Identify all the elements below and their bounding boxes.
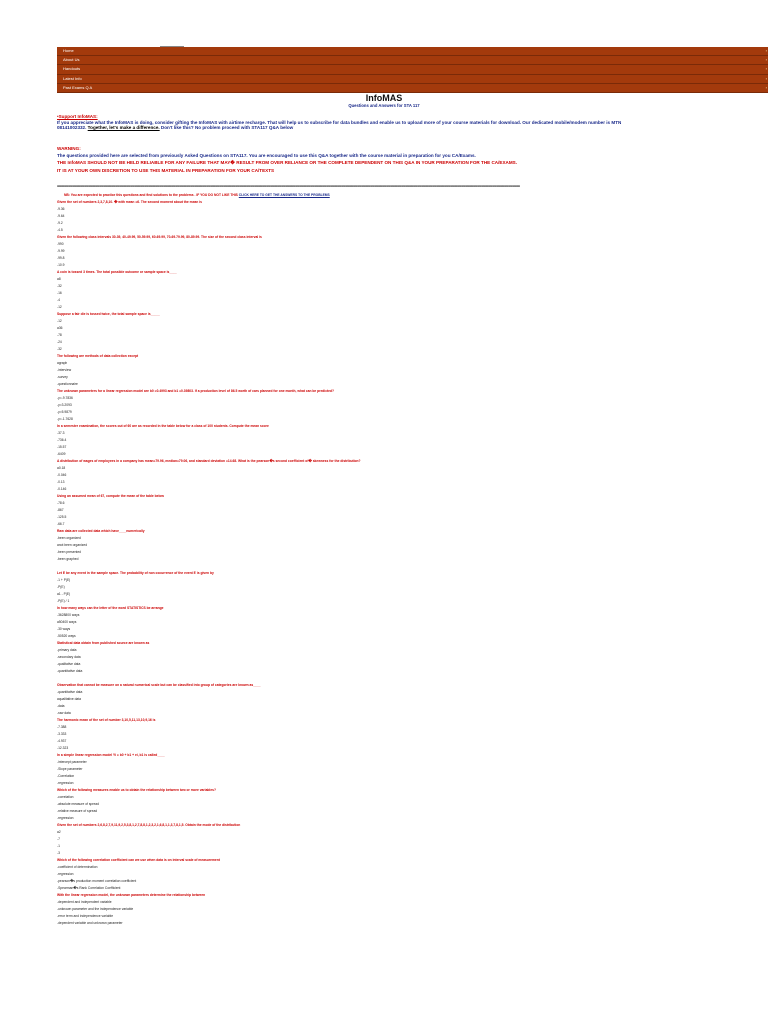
page-subtitle: Questions and Answers for STA 117	[348, 103, 420, 108]
nav-item-about[interactable]	[57, 56, 768, 65]
answer-option: -pearson�s production moment correlation coefficient	[57, 878, 137, 883]
qa-list	[57, 192, 768, 927]
question-text: Suppose a fair die is tossed twice, the total sample space is_____	[57, 311, 160, 316]
question-text: A coin is tossed 3 times. The total possible outcome or sample space is____	[57, 269, 177, 274]
answer-option: -3628800 ways	[57, 612, 80, 617]
chevron-right-icon: ›	[765, 75, 767, 81]
answer-option: -7	[57, 836, 60, 841]
answer-option: -32	[57, 283, 62, 288]
answer-option: -been graphed	[57, 556, 79, 561]
intro-note: NB: You are expected to practice this questions and find solutions to the problems . IF YOU DO NOT LIKE THIS CLICK HERE TO GET THE ANSWERS TO THE PROBLEMS	[64, 193, 330, 197]
question-text: Given the set of numbers 2,3,7,8,10. � with mean =6. The second moment about the mean is	[57, 199, 202, 204]
answer-option: -P(E)	[57, 584, 65, 589]
nav-item-past-exams[interactable]	[57, 84, 768, 93]
answer-option: -16	[57, 290, 62, 295]
question-text: Which of the following measures enable us to obtain the relationship between two or more variables?	[57, 787, 217, 792]
answer-option: -12.323	[57, 745, 69, 750]
chevron-right-icon: ›	[765, 66, 767, 72]
answer-option: -10.9	[57, 262, 65, 267]
answer-option: -78.6	[57, 500, 65, 505]
question-text: Statistical data obtain from published source are known as	[57, 640, 150, 645]
answer-option: -30 ways	[57, 626, 71, 631]
answer-option: -4.5	[57, 227, 63, 232]
answer-option: -error term and independence variable	[57, 913, 114, 918]
answers-link[interactable]: CLICK HERE TO GET THE ANSWERS TO THE PROBLEMS	[238, 193, 330, 197]
answer-option: -secondary data	[57, 654, 81, 659]
answer-option: a1 - P(E)	[57, 591, 71, 596]
question-text: Which of the following correlation coefficient can we use when data is on interval scale of measurement	[57, 857, 220, 862]
answer-option: -1	[57, 843, 60, 848]
answer-option: -dependent and independent variable	[57, 899, 112, 904]
question-text: Given the following class intervals 30-39, 40-49.99, 50-59.99, 60-69.99, 70-69.79.99, 80-89.99. The size of the second class interval is	[57, 234, 262, 239]
nav-item-handouts[interactable]	[57, 65, 768, 74]
nav-item-label: Past Exams Q A	[63, 84, 93, 90]
answer-option: -3	[57, 850, 60, 855]
nav-item-label: About Us	[63, 57, 80, 63]
answer-option: -correlation	[57, 794, 74, 799]
answer-option: -50520 ways	[57, 633, 76, 638]
nav-item-label: Latest Info	[63, 75, 82, 81]
answer-option: -been organized	[57, 535, 81, 540]
nav-item-latest-info[interactable]	[57, 75, 768, 84]
answer-option: -867	[57, 507, 64, 512]
answer-option: -125.5	[57, 514, 67, 519]
answer-option: -6409	[57, 451, 66, 456]
answer-option: -y=-9.7836	[57, 395, 73, 400]
answer-option: -Spearman�s Rank Correlation Coefficient	[57, 885, 121, 890]
answer-option: -Correlation	[57, 773, 75, 778]
answer-option: -0.146	[57, 486, 67, 491]
answer-option: -4.937	[57, 738, 67, 743]
question-text: Let E be any event in the sample space. The probability of non occurrence of the event E is given by	[57, 570, 214, 575]
answer-option: -y=3.2093	[57, 402, 72, 407]
answer-option: anot been organized	[57, 542, 88, 547]
question-text: Observation that cannot be measure on a natural numerical scale but can be classified into group of categories are known as____	[57, 682, 261, 687]
answer-option: -coefficient of determination	[57, 864, 98, 869]
question-text: Raw data are collected data which have____numerically	[57, 528, 145, 533]
answer-option: -32	[57, 346, 62, 351]
chevron-right-icon: ›	[765, 57, 767, 63]
answer-option: -736.4	[57, 437, 67, 442]
answer-option: -66.7	[57, 521, 65, 526]
answer-option: -questionnaire	[57, 381, 78, 386]
answer-option: -4	[57, 297, 60, 302]
answer-option: a36	[57, 325, 63, 330]
answer-option: -been presented	[57, 549, 82, 554]
answer-option: -P(E) / 1	[57, 598, 70, 603]
answer-option: -3.333	[57, 731, 67, 736]
answer-option: -15.57	[57, 444, 67, 449]
question-text: In a semester examination, the scores out of 60 are as recorded in the table below for a class of 100 students. Compute the mean score	[57, 423, 269, 428]
warning-section	[57, 145, 768, 174]
answer-option: -9.36	[57, 206, 65, 211]
question-text: A distribution of wages of employees in a company has mean=79.96, median=79.06, and standard deviation =14.68. What is the pearson�s second coefficient of� skewness for the distribution?	[57, 458, 361, 463]
warning-line-2: THE InfoMAS SHOULD NOT BE HELD RELIABLE FOR ANY FAILURE THAT MAY� RESULT FROM OVER RELIANCE OR THE COMPLETE DEPENDENT ON THIS Q&A IN YOUR PREPARATION FOR THE CA/EXAMS.	[57, 160, 518, 166]
support-together: Together, let's make a difference.	[87, 125, 160, 131]
answer-option: a2	[57, 829, 61, 834]
answer-option: -unknown parameter and the independence variable	[57, 906, 134, 911]
answer-option: -interview	[57, 367, 72, 372]
answer-option: -37.3	[57, 430, 65, 435]
answer-option: -quantitative data	[57, 668, 83, 673]
warning-heading: WARNING:	[57, 146, 81, 151]
support-number: 08141002332.	[57, 125, 87, 131]
question-text: Given the set of numbers 2,6,8,2,7,9,11,9,2,5,3,8,1,2,7,8,8,1,2,3,2,1,6,8,1,1,3,7,8,1,5. Obtain the mode of the distribution	[57, 822, 241, 827]
answer-option: aqualitative data	[57, 696, 82, 701]
qa-items	[57, 199, 768, 927]
question-text: Using an assumed mean of 67, compute the mean of the table below	[57, 493, 164, 498]
answer-option: -survey	[57, 374, 68, 379]
answer-option: -9.64	[57, 213, 65, 218]
answer-option: -raw data	[57, 710, 71, 715]
separator-line: ===============================================================================================================================================================================================================================================	[57, 183, 520, 188]
nav-item-label: Home	[63, 48, 74, 53]
answer-option: -regression	[57, 780, 74, 785]
answer-option: a50400 ways	[57, 619, 77, 624]
question-text: The harmonic mean of the set of number 3,10,5,11,13,10,9,16 is	[57, 717, 156, 722]
answer-option: -9.99	[57, 248, 65, 253]
question-text: The following are methods of data collection except	[57, 353, 139, 358]
answer-option: -relative measure of spread	[57, 808, 98, 813]
answer-option: -quantitative data	[57, 689, 83, 694]
answer-option: -qualitative data	[57, 661, 81, 666]
answer-option: -dependent variable and unknown parameter	[57, 920, 123, 925]
spacer	[57, 563, 768, 570]
answer-option: -78	[57, 332, 62, 337]
answer-option: a8	[57, 276, 61, 281]
answer-option: -990	[57, 241, 64, 246]
answer-option: -24	[57, 339, 62, 344]
support-heading: •Support InfoMAS:	[57, 114, 98, 119]
answer-option: -0.046	[57, 472, 67, 477]
answer-option: a0.18	[57, 465, 66, 470]
question-text: With the linear regression model, the unknown parameters determine the relationship between	[57, 892, 206, 897]
answer-option: -data	[57, 703, 65, 708]
chevron-right-icon: ›	[765, 48, 767, 53]
support-section	[57, 114, 768, 131]
answer-option: -intercept parameter	[57, 759, 87, 764]
answer-option: -y=5.9879	[57, 409, 72, 414]
main-nav	[57, 47, 768, 93]
support-tail: Don't like this? No problem proceed with STA117 Q&A below	[159, 125, 294, 131]
answer-option: -7.388	[57, 724, 67, 729]
answer-option: -1 + P(E)	[57, 577, 71, 582]
warning-line-3: IT IS AT YOUR OWN DISCRETION TO USE THIS MATERIAL IN PREPARATION FOR YOUR CA/TEXTS	[57, 167, 275, 173]
answer-option: -9.2	[57, 220, 63, 225]
answer-option: -0.13	[57, 479, 65, 484]
answer-option: -regression	[57, 871, 74, 876]
spacer	[57, 675, 768, 682]
page-title: InfoMAS	[365, 93, 403, 103]
nav-item-label: Handouts	[63, 66, 81, 72]
support-text: If you appreciate what the InfoMAS is doing, consider gifting the InfoMAS with airtime recharge. That will help us to subscribe for data bundles and enable us to upload more of your course materials for download. Our dedicated mobile/modem number is MTN 08141002332. Together, let's make a difference. Don't like this? No problem proceed with STA117 Q&A below	[57, 119, 622, 131]
answer-option: -absolute measure of spread	[57, 801, 99, 806]
warning-line-1: The questions provided here are selected from previously Asked Questions on STA117. You are encouraged to use this Q&A together with the course material in preparation for you CA/Exams.	[57, 153, 476, 159]
answer-option: -99.8	[57, 255, 65, 260]
answer-option: -primary data	[57, 647, 77, 652]
answer-option: -regression	[57, 815, 74, 820]
question-text: In how many ways can the letter of the word STATISTICS be arrange	[57, 605, 164, 610]
nav-item-home[interactable]	[57, 47, 768, 56]
chevron-right-icon: ›	[765, 84, 767, 90]
answer-option: -y=-1.7628	[57, 416, 73, 421]
answer-option: -12	[57, 304, 62, 309]
answer-option: agraph	[57, 360, 68, 365]
answer-option: -Slope parameter	[57, 766, 83, 771]
question-text: The unknown parameters for a linear regression model are b0 =0.4993 and b1 =0.39803. If a production level of 86.5 worth of cars planned for one month, what can be predicted?	[57, 388, 335, 393]
answer-option: -12	[57, 318, 62, 323]
question-text: In a simple linear regression model Yi = b0 + b1 + ei, b1 is called____	[57, 752, 165, 757]
